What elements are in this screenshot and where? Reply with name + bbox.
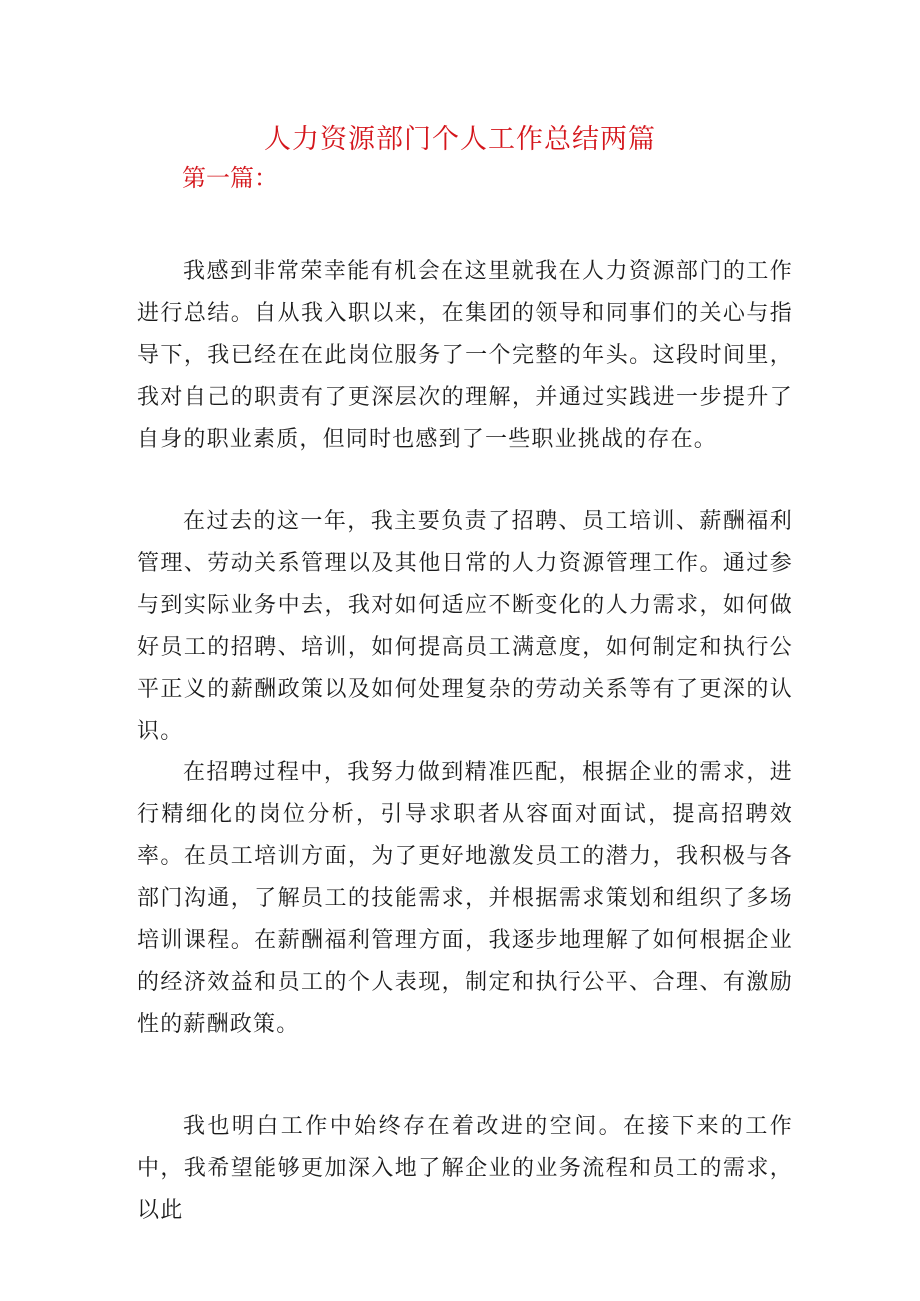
paragraph-1: 我感到非常荣幸能有机会在这里就我在人力资源部门的工作进行总结。自从我入职以来，在集团的领导和同事们的关心与指导下，我已经在在此岗位服务了一个完整的年头。这段时间里，我对自己的职责有了更深层次的理解，并通过实践进一步提升了自身的职业素质，但同时也感到了一些职业挑战的存在。 — [137, 259, 793, 452]
paragraph-2: 在过去的这一年，我主要负责了招聘、员工培训、薪酬福利管理、劳动关系管理以及其他日常的人力资源管理工作。通过参与到实际业务中去，我对如何适应不断变化的人力需求，如何做好员工的招聘、培训，如何提高员工满意度，如何制定和执行公平正义的薪酬政策以及如何处理复杂的劳动关系等有了更深的认识。 — [137, 509, 793, 744]
document-title: 人力资源部门个人工作总结两篇 — [264, 124, 656, 155]
paragraph-3: 在招聘过程中，我努力做到精准匹配，根据企业的需求，进行精细化的岗位分析，引导求职者从容面对面试，提高招聘效率。在员工培训方面，为了更好地激发员工的潜力，我积极与各部门沟通，了解员工的技能需求，并根据需求策划和组织了多场培训课程。在薪酬福利管理方面，我逐步地理解了如何根据企业的经济效益和员工的个人表现，制定和执行公平、合理、有激励性的薪酬政策。 — [137, 760, 793, 1037]
section-heading: 第一篇： — [182, 164, 278, 192]
paragraph-4: 我也明白工作中始终存在着改进的空间。在接下来的工作中，我希望能够更加深入地了解企业的业务流程和员工的需求，以此 — [137, 1114, 793, 1223]
